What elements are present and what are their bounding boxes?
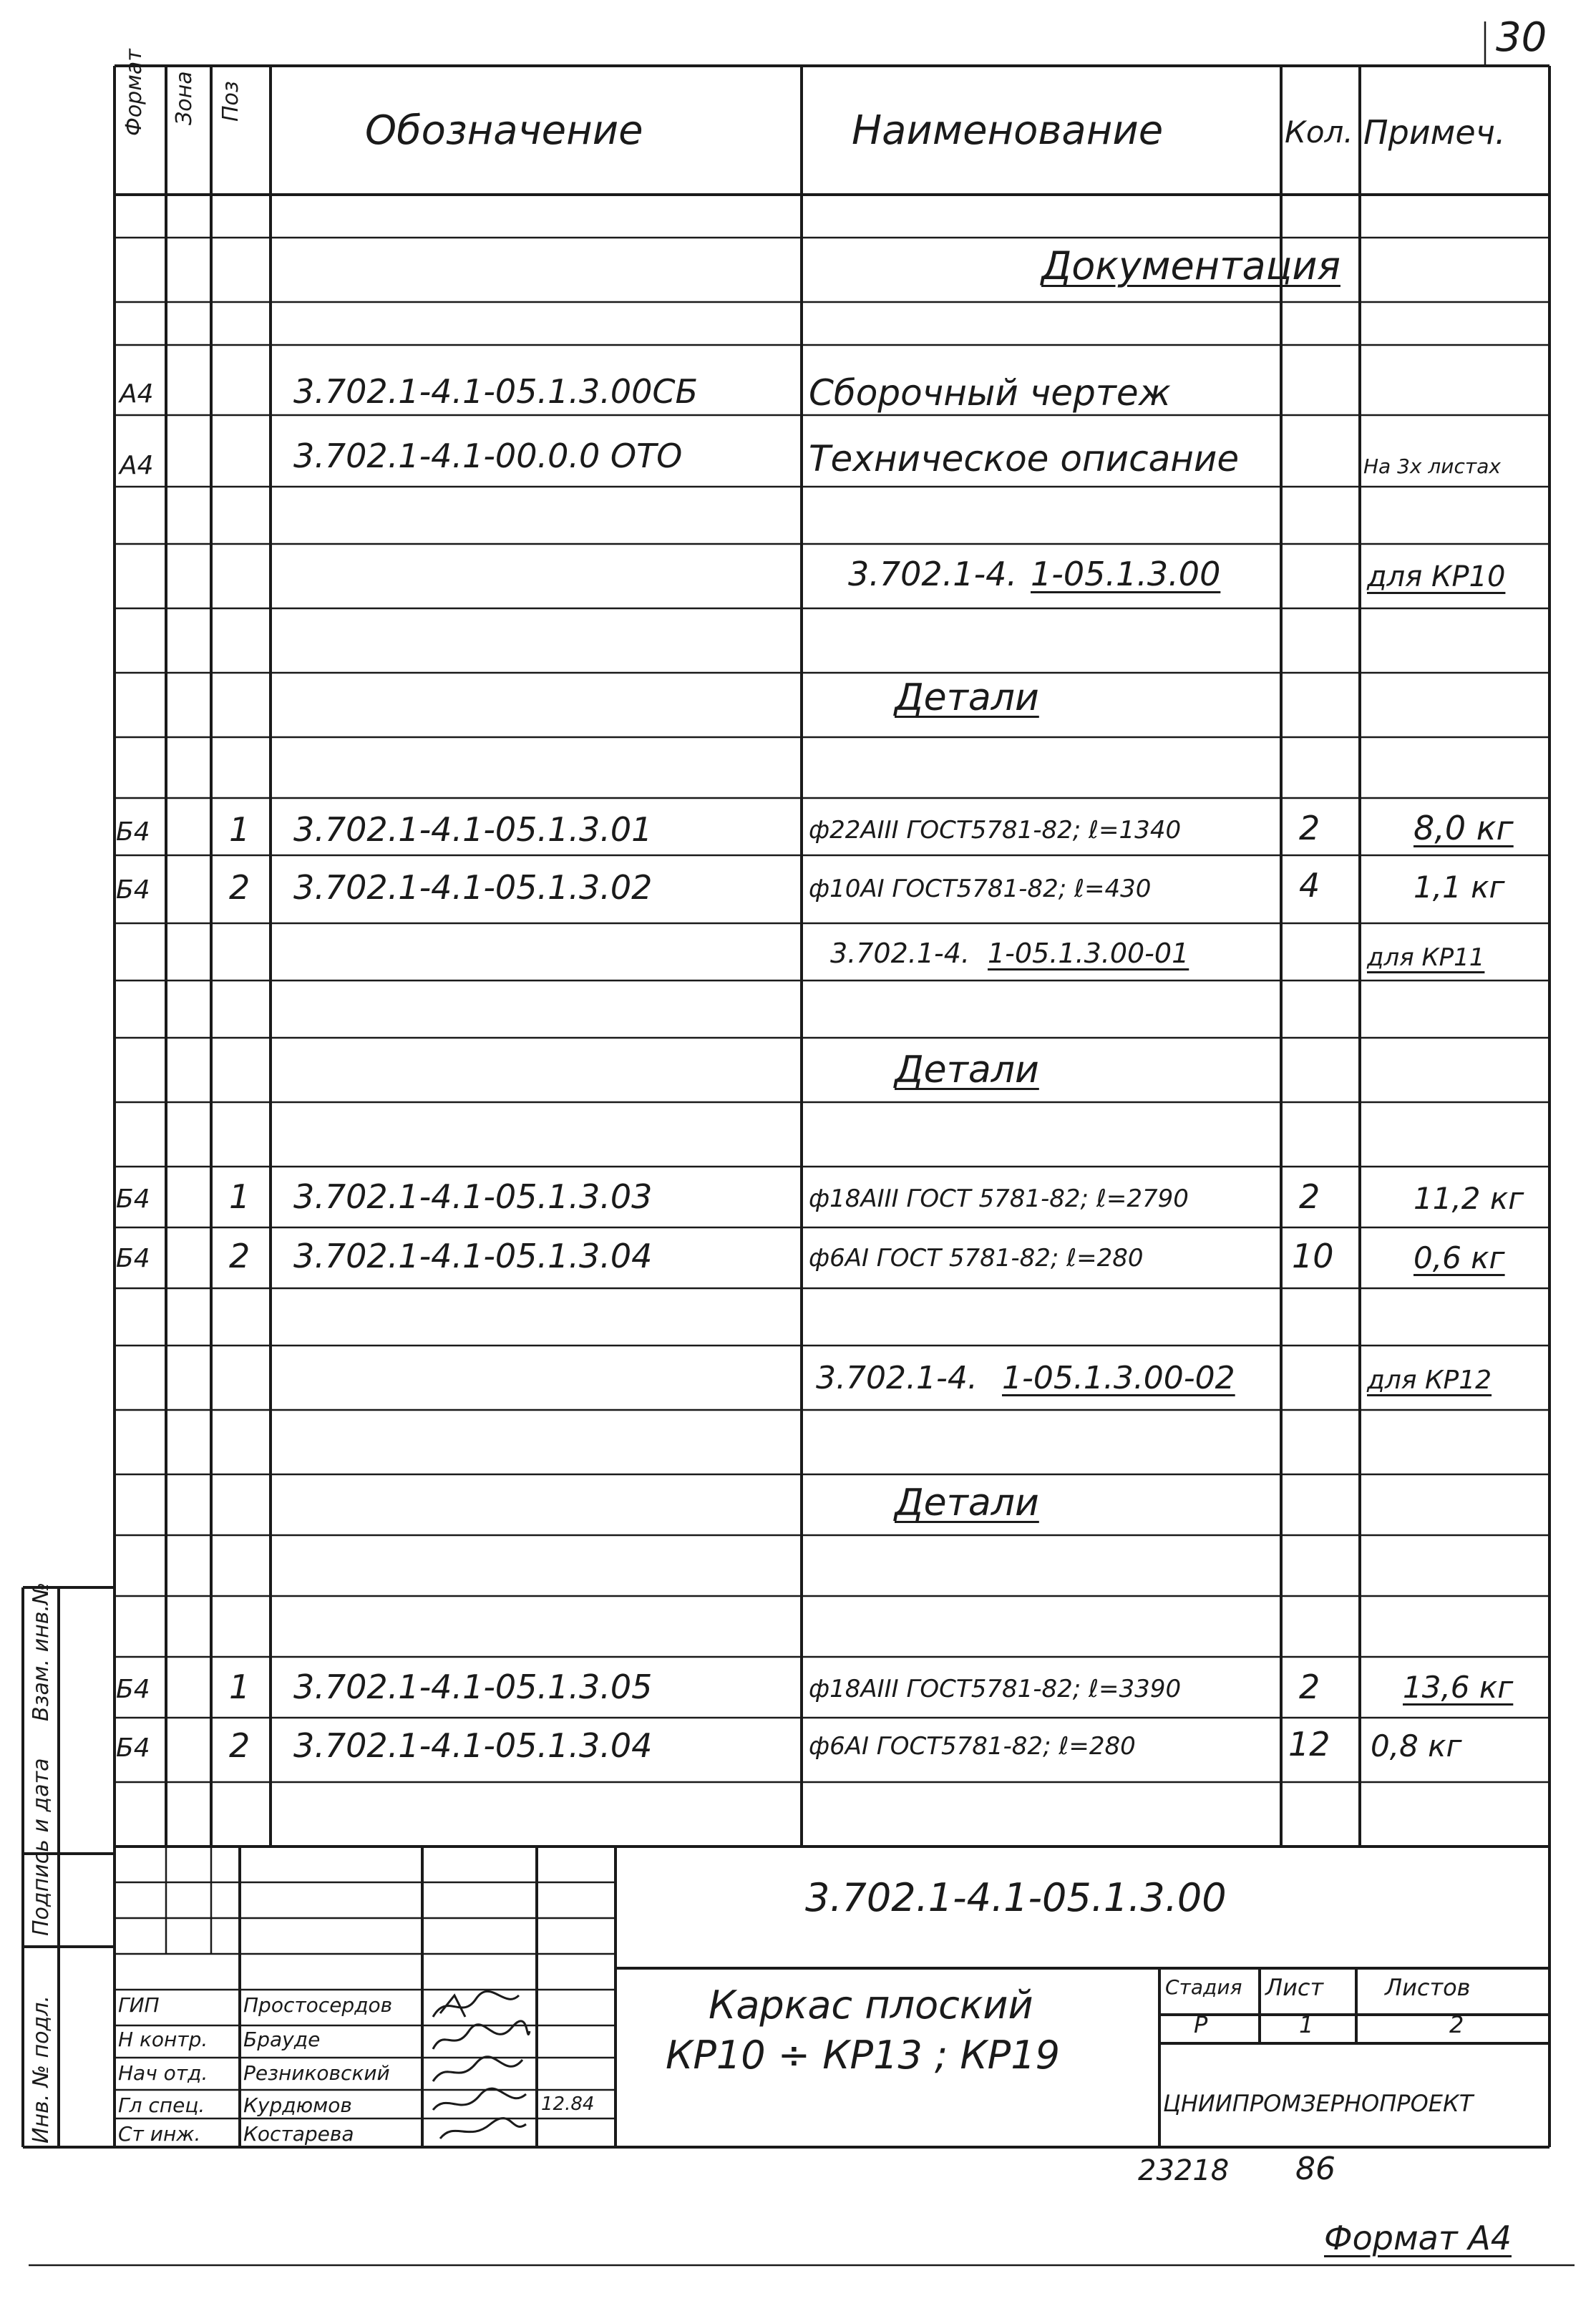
g3-row2-qty: 12	[1288, 1725, 1330, 1763]
g1-row2-note: 1,1 кг	[1413, 870, 1505, 905]
g1-row1-note: 8,0 кг	[1413, 809, 1514, 847]
g3-row1-note: 13,6 кг	[1403, 1670, 1514, 1705]
footer-page: 86	[1295, 2151, 1335, 2187]
g3-row2-designation: 3.702.1-4.1-05.1.3.04	[293, 1726, 653, 1765]
g3-row2-name: ф6АI ГОСТ5781-82; ℓ=280	[809, 1732, 1136, 1761]
signatures	[426, 1988, 533, 2146]
header-name: Наименование	[852, 107, 1164, 154]
sheets-label: Листов	[1385, 1974, 1471, 2001]
variant-2-code: 1-05.1.3.00-01	[988, 938, 1189, 969]
section-details-3: Детали	[895, 1482, 1039, 1524]
role-5-name: Костарева	[243, 2122, 354, 2146]
g3-row1-designation: 3.702.1-4.1-05.1.3.05	[293, 1668, 653, 1706]
doc-1-format: А4	[120, 379, 154, 409]
variant-1-prefix: 3.702.1-4.	[848, 555, 1018, 593]
header-designation: Обозначение	[365, 107, 643, 154]
g1-row2-pos: 2	[229, 868, 250, 907]
g2-row1-pos: 1	[229, 1177, 250, 1216]
role-1-name: Простосердов	[243, 1993, 393, 2017]
g2-row1-name: ф18АIII ГОСТ 5781-82; ℓ=2790	[809, 1184, 1189, 1213]
g3-row1-pos: 1	[229, 1668, 250, 1706]
variant-2-prefix: 3.702.1-4.	[830, 938, 970, 969]
footer-number: 23218	[1138, 2154, 1230, 2187]
stage-value: Р	[1194, 2011, 1208, 2038]
section-details-2: Детали	[895, 1049, 1039, 1091]
role-2-name: Брауде	[243, 2028, 321, 2051]
g2-row2-note: 0,6 кг	[1413, 1240, 1505, 1275]
g3-row2-note: 0,8 кг	[1371, 1728, 1462, 1763]
header-pos: Поз	[218, 81, 243, 122]
doc-1-name: Сборочный чертеж	[809, 372, 1171, 414]
side-sign-date: Подпись и дата	[29, 1758, 54, 1936]
g2-row2-qty: 10	[1292, 1237, 1334, 1275]
g3-row2-format: Б4	[116, 1733, 150, 1763]
role-3: Нач отд.	[118, 2061, 208, 2085]
doc-2-format: А4	[120, 451, 154, 480]
g3-row1-name: ф18АIII ГОСТ5781-82; ℓ=3390	[809, 1675, 1182, 1703]
doc-2-name: Техническое описание	[809, 438, 1240, 480]
role-1: ГИП	[118, 1993, 160, 2017]
g1-row1-designation: 3.702.1-4.1-05.1.3.01	[293, 810, 653, 849]
g2-row1-format: Б4	[116, 1184, 150, 1214]
g2-row2-pos: 2	[229, 1237, 250, 1275]
header-qty: Кол.	[1285, 115, 1353, 150]
variant-3-code: 1-05.1.3.00-02	[1002, 1360, 1235, 1396]
role-5: Ст инж.	[118, 2122, 201, 2146]
stage-label: Стадия	[1165, 1975, 1242, 1999]
role-4-name: Курдюмов	[243, 2093, 352, 2117]
variant-2-note: для КР11	[1367, 943, 1485, 972]
role-4: Гл спец.	[118, 2093, 205, 2117]
g1-row2-format: Б4	[116, 875, 150, 905]
g3-row1-qty: 2	[1299, 1668, 1320, 1706]
title-line1: Каркас плоский	[709, 1983, 1033, 2028]
g2-row2-designation: 3.702.1-4.1-05.1.3.04	[293, 1237, 653, 1275]
role-3-name: Резниковский	[243, 2061, 390, 2085]
variant-1-code: 1-05.1.3.00	[1031, 555, 1221, 593]
g1-row2-designation: 3.702.1-4.1-05.1.3.02	[293, 868, 653, 907]
sheets-value: 2	[1449, 2011, 1464, 2038]
g3-row2-pos: 2	[229, 1726, 250, 1765]
g1-row1-name: ф22АIII ГОСТ5781-82; ℓ=1340	[809, 816, 1182, 845]
g1-row1-format: Б4	[116, 817, 150, 847]
sign-date: 12.84	[541, 2093, 595, 2115]
doc-2-note: На 3х листах	[1363, 454, 1501, 478]
title-line2: КР10 ÷ КР13 ; КР19	[666, 2033, 1060, 2078]
side-inv-orig: Инв. № подл.	[29, 1995, 54, 2144]
header-zone: Зона	[172, 71, 197, 125]
variant-3-prefix: 3.702.1-4.	[816, 1360, 978, 1396]
sheet-label: Лист	[1265, 1974, 1324, 2001]
org-name: ЦНИИПРОМЗЕРНОПРОЕКТ	[1163, 2090, 1474, 2117]
variant-3-note: для КР12	[1367, 1366, 1492, 1395]
doc-2-designation: 3.702.1-4.1-00.0.0 ОТО	[293, 437, 683, 475]
header-format: Формат	[122, 49, 147, 136]
variant-1-note: для КР10	[1367, 560, 1506, 593]
role-2: Н контр.	[118, 2028, 208, 2051]
title-code: 3.702.1-4.1-05.1.3.00	[805, 1875, 1227, 1920]
section-documentation: Документация	[1041, 243, 1340, 288]
g2-row1-note: 11,2 кг	[1413, 1181, 1524, 1216]
g1-row2-name: ф10АI ГОСТ5781-82; ℓ=430	[809, 875, 1152, 903]
g3-row1-format: Б4	[116, 1675, 150, 1704]
section-details-1: Детали	[895, 676, 1039, 719]
sheet-value: 1	[1299, 2011, 1314, 2038]
g2-row1-designation: 3.702.1-4.1-05.1.3.03	[293, 1177, 653, 1216]
g1-row1-qty: 2	[1299, 809, 1320, 847]
g2-row2-format: Б4	[116, 1244, 150, 1273]
footer-format: Формат А4	[1324, 2219, 1512, 2257]
g2-row2-name: ф6АI ГОСТ 5781-82; ℓ=280	[809, 1244, 1144, 1273]
side-inv-subst: Взам. инв.№	[29, 1582, 54, 1721]
g1-row2-qty: 4	[1299, 866, 1320, 905]
doc-1-designation: 3.702.1-4.1-05.1.3.00СБ	[293, 372, 699, 411]
g1-row1-pos: 1	[229, 810, 250, 849]
g2-row1-qty: 2	[1299, 1177, 1320, 1216]
sheet-number: 30	[1496, 14, 1547, 61]
header-note: Примеч.	[1363, 113, 1506, 152]
